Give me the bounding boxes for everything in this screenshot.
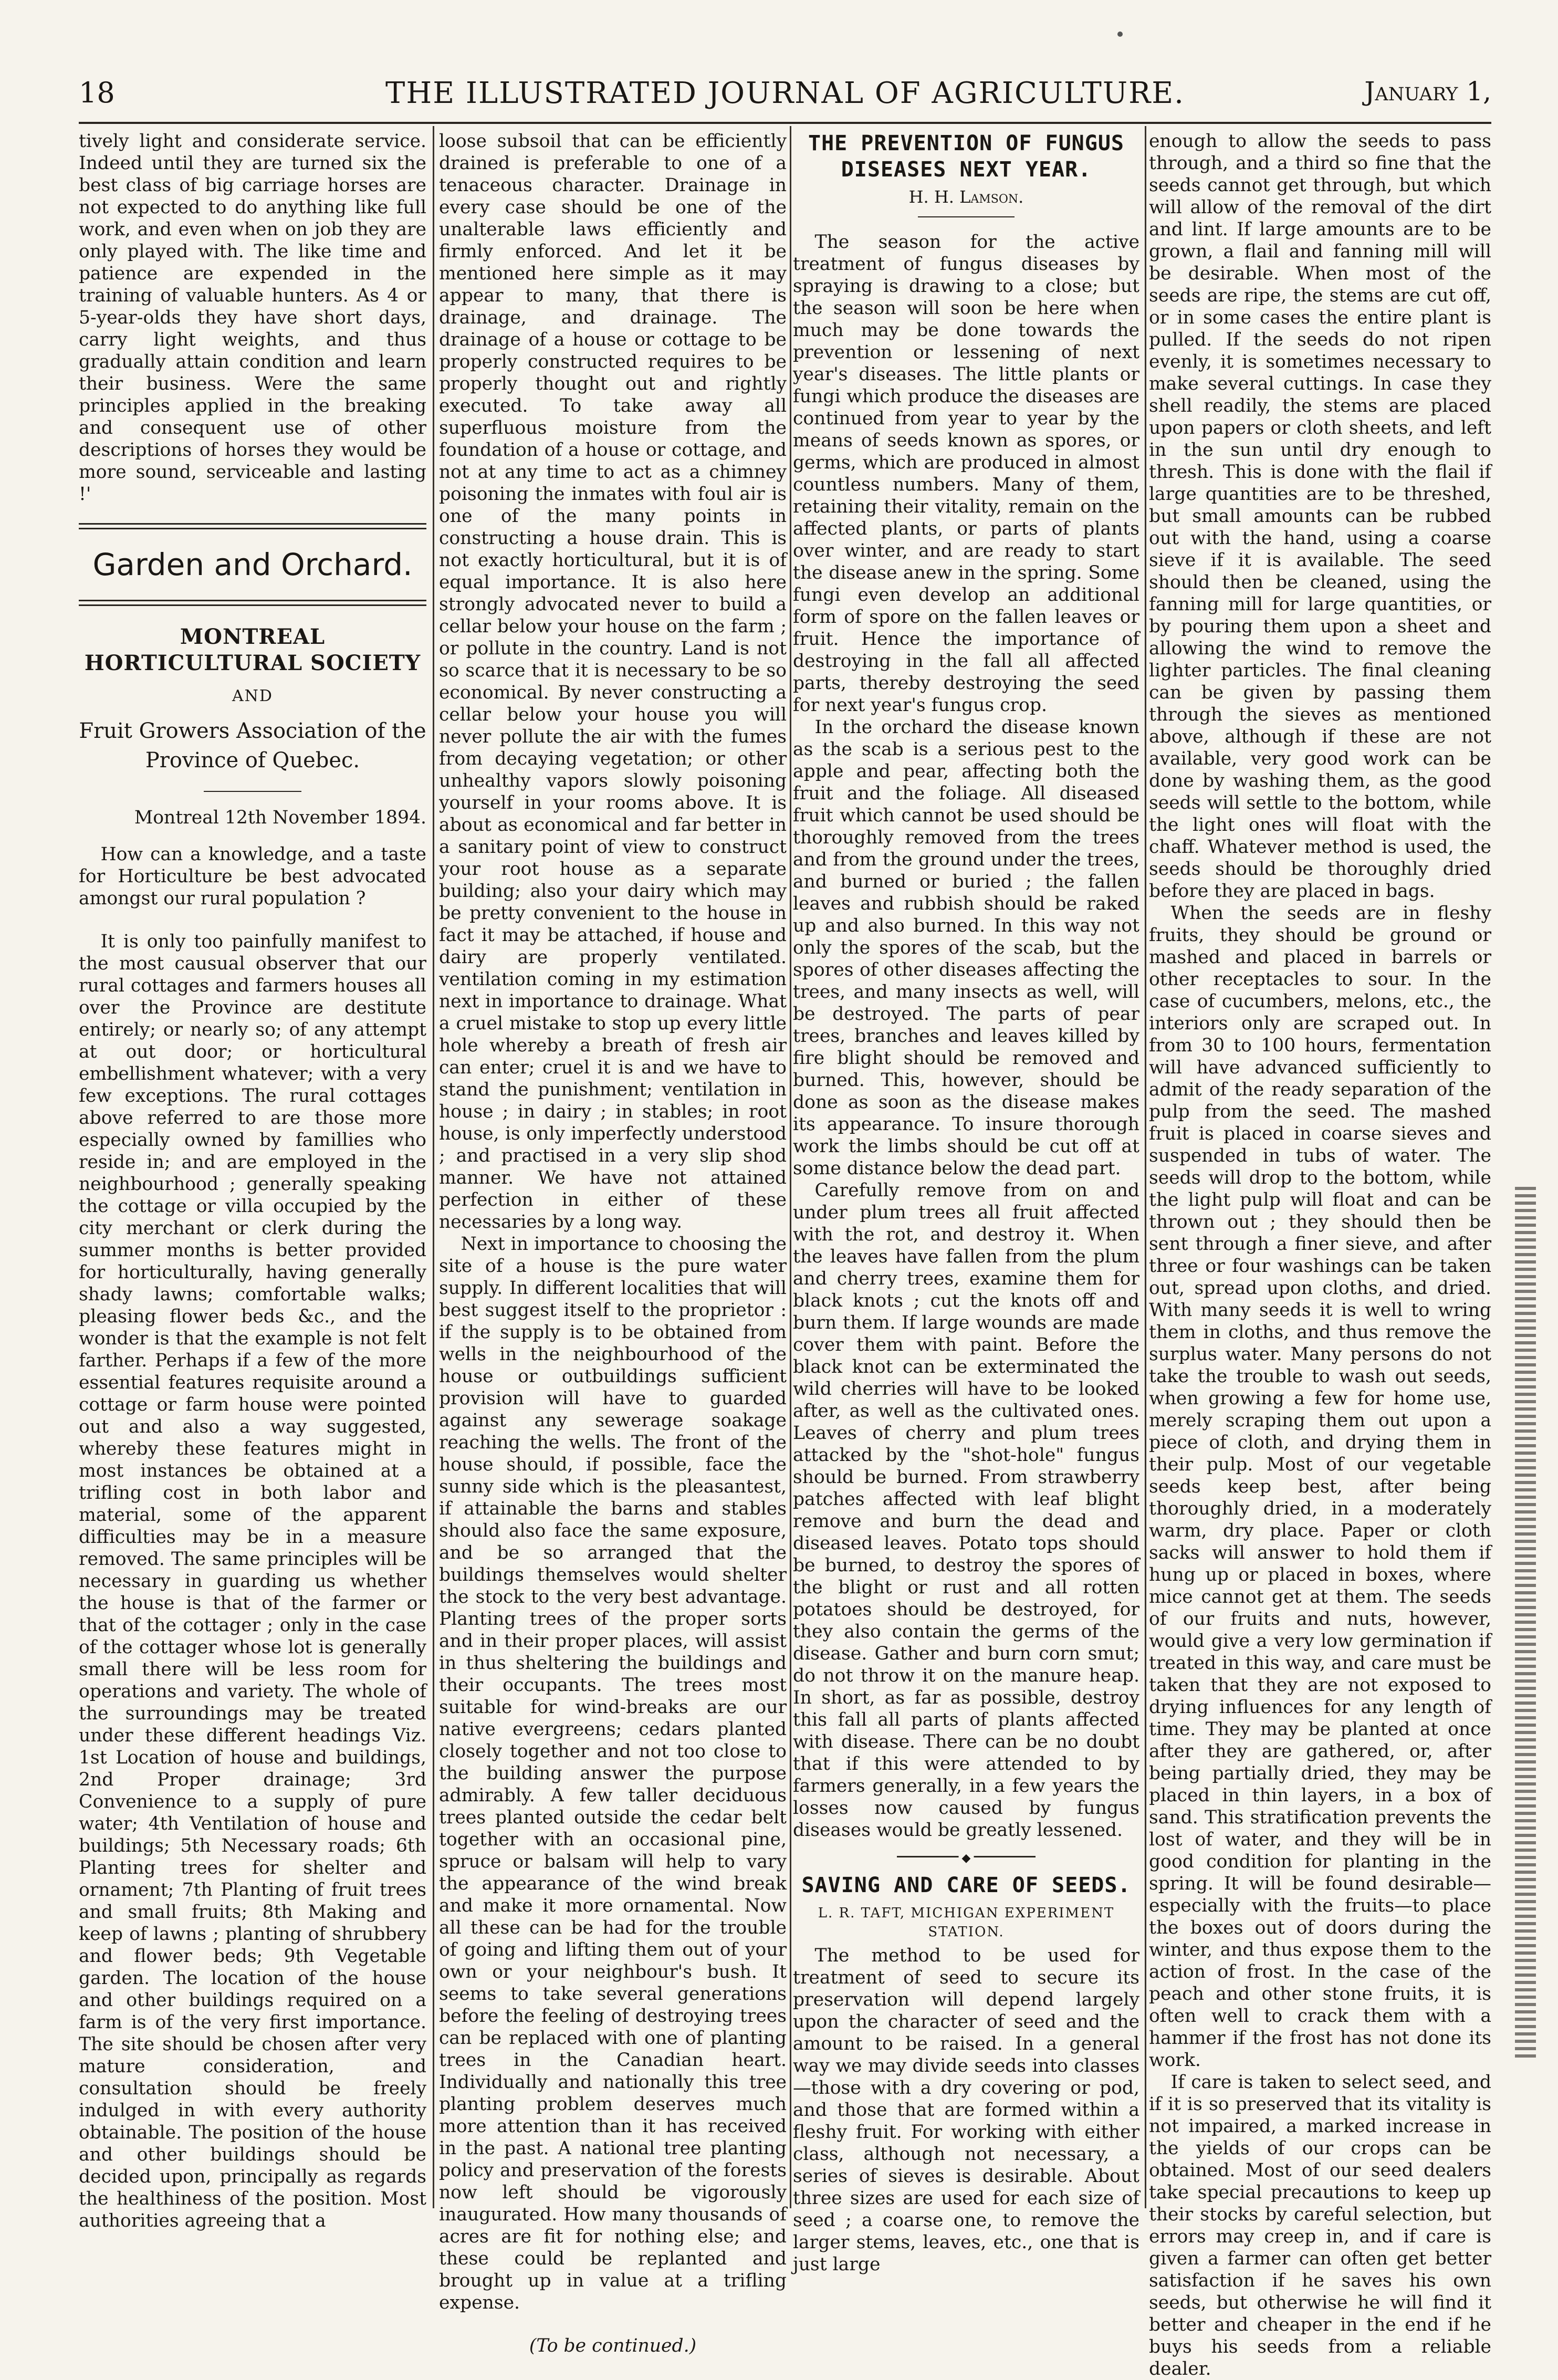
association-title: Fruit Growers Association of the Province of Quebec.: [79, 719, 426, 773]
page-number: 18: [79, 76, 115, 109]
column-2: [439, 130, 787, 2356]
section-rule: [79, 600, 426, 606]
ornament-rule: [897, 1856, 1036, 1857]
article-byline: H. H. Lamson.: [908, 187, 1024, 207]
to-be-continued: (To be continued.): [529, 2335, 697, 2356]
margin-scan-artifact: [1515, 1187, 1536, 2059]
article-paragraph: If care is taken to select seed, and if it is so preserved that its vitality is not impaired, a marked increase in the yields of our crops can be obtained. Most of our seed dealers take special precautions to keep up their stocks by careful selection, but errors may creep in, and if care is given a farmer can often get better satisfaction if he saves his own seeds, but otherwise he will find it better and cheaper in the end if he buys his seeds from a reliable dealer.: [1149, 2072, 1491, 2379]
column-rule: [1145, 126, 1146, 2208]
ink-speck: [1117, 32, 1123, 37]
article-paragraph: Carefully remove from on and under plum trees all fruit affected with the rot, and destroy it. When the leaves have fallen from the plum and cherry trees, examine them for black knots ; cut the knots off and burn them. If large wounds are made cover them with paint. Before the black knot can be exterminated the wild cherries will have to be looked after, as well as the cultivated ones. Leaves of cherry and plum trees attacked by the "shot-hole" fungus should be burned. From strawberry patches affected with leaf blight remove and burn the dead and diseased leaves. Potato tops should be burned, to destroy the spores of the blight or rust and all rotten potatoes should be destroyed, for they also contain the germs of the disease. Gather and burn corn smut; do not throw it on the manure heap. In short, as far as possible, destroy this fall all parts of plants affected with disease. There can be no doubt that if this were attended to by farmers generally, in a few years the losses now caused by fungus diseases would be greatly lessened.: [793, 1180, 1139, 1841]
column-4: [1149, 130, 1491, 2379]
article-paragraph: Next in importance to choosing the site of a house is the pure water supply. In different localities that will best suggest itself to the proprietor : if the supply is to be obtained from wells in the neighbourhood of the house or outbuildings sufficient provision will have to guarded against any sewerage soakage reaching the wells. The front of the house should, if possible, face the sunny side which is the pleasantest, if attainable the barns and stables should also face the same exposure, and be so arranged that the buildings themselves would shelter the stock to the very best advantage. Planting trees of the proper sorts and in their proper places, will assist in thus sheltering the buildings and their occupants. The trees most suitable for wind-breaks are our native evergreens; cedars planted closely together and not too close to the building answer the purpose admirably. A few taller deciduous trees planted outside the cedar belt together with an occasional pine, spruce or balsam will help to vary the appearance of the wind break and make it more ornamental. Now all these can be had for the trouble of going and lifting them out of your own or your neighbour's bush. It seems to take several generations before the feeling of destroying trees can be replaced with one of planting trees in the Canadian heart. Individually and nationally this tree planting problem deserves much more attention than it has received in the past. A national tree planting policy and preservation of the forests now left should be vigorously inaugurated. How many thousands of acres are fit for nothing else; and these could be replanted and brought up in value at a trifling expense.: [439, 1234, 787, 2313]
society-title: MONTREAL HORTICULTURAL SOCIETY: [84, 624, 421, 675]
article-paragraph: The method to be used for treatment of seed to secure its preservation will depend largely upon the character of seed and the amount to be raised. In a general way we may divide seeds into classes—those with a dry covering or pod, and those that are formed within a fleshy fruit. For working with either class, although not necessary, a series of sieves is desirable. About three sizes are used for each size of seed ; a coarse one, to remove the larger stems, leaves, etc., one that is just large: [793, 1945, 1139, 2275]
question-paragraph: How can a knowledge, and a taste for Horticulture be best advocated amongst our rural population ?: [79, 844, 426, 909]
article-paragraph: tively light and considerate service. Indeed until they are turned six the best class of big carriage horses are not expected to do anything like full work, and even when on job they are only played with. The like time and patience are expended in the training of valuable hunters. As 4 or 5-year-olds they have short days, carry light weights, and thus gradually attain condition and learn their business. Were the same principles applied in the breaking and consequent use of other descriptions of horses they would be more sound, serviceable and lasting !': [79, 131, 426, 505]
column-rule: [433, 126, 434, 2208]
article-paragraph: loose subsoil that can be efficiently drained is preferable to one of a tenaceous character. Drainage in every case should be one of the unalterable laws efficiently and firmly enforced. And let it be mentioned here simple as it may appear to many, that there is drainage, and drainage. The drainage of a house or cottage to be properly constructed requires to be properly thought out and rightly executed. To take away all superfluous moisture from the foundation of a house or cottage, and not at any time to act as a chimney poisoning the inmates with foul air is one of the many points in constructing a house drain. This is not exactly horticultural, but it is of equal importance. It is also here strongly advocated never to build a cellar below your house on the farm ; or pollute in the country. Land is not so scarce that it is necessary to be so economical. By never constructing a cellar below your house you will never pollute the air with the fumes from decaying vegetation; or other unhealthy vapors slowly poisoning yourself in your rooms above. It is about as economical and far better in a sanitary point of view to construct your root house as a separate building; also your dairy which may be pretty convenient to the house in fact it may be attached, if house and dairy are properly ventilated. ventilation coming in my estimation next in importance to drainage. What a cruel mistake to stop up every little hole whereby a breath of fresh air can enter; cruel it is and we have to stand the punishment; ventilation in house ; in dairy ; in stables; in root house, is only imperfectly understood ; and practised in a very slip shod manner. We have not attained perfection in either of these necessaries by a long way.: [439, 131, 787, 1233]
running-header: [79, 76, 1491, 118]
short-rule: [918, 216, 1015, 217]
section-heading: Garden and Orchard.: [92, 547, 413, 582]
article-paragraph: enough to allow the seeds to pass through, and a third so fine that the seeds cannot get through, but which will allow of the removal of the dirt and lint. If large amounts are to be grown, a flail and fanning mill will be desirable. When most of the seeds are ripe, the stems are cut off, or in some cases the entire plant is pulled. If the seeds do not ripen evenly, it is sometimes necessary to make several cuttings. In case they shell readily, the stems are placed upon papers or cloth sheets, and left in the sun until dry enough to thresh. This is done with the flail if large quantities are to be threshed, but small amounts can be rubbed out with the hand, using a coarse sieve if it is available. The seed should then be cleaned, using the fanning mill for large quantities, or by pouring them upon a sheet and allowing the wind to remove the lighter particles. The final cleaning can be given by passing them through the sieves as mentioned above, although if these are not available, very good work can be done by washing them, as the good seeds will settle to the bottom, while the light ones will float with the chaff. Whatever method is used, the seeds should be thoroughly dried before they are placed in bags.: [1149, 131, 1491, 902]
column-1: [79, 130, 426, 2231]
short-rule: [204, 791, 301, 792]
column-3: [793, 130, 1139, 2275]
issue-date: January 1,: [1364, 76, 1491, 107]
journal-title: THE ILLUSTRATED JOURNAL OF AGRICULTURE.: [385, 76, 1185, 110]
article-paragraph: When the seeds are in fleshy fruits, they should be ground or mashed and placed in barrels or other receptacles to sour. In the case of cucumbers, melons, etc., the interiors only are scraped out. In from 30 to 100 hours, fermentation will have advanced sufficiently to admit of the ready separation of the pulp from the seed. The mashed fruit is placed in coarse sieves and suspended in tubs of water. The seeds will drop to the bottom, while the light pulp will float and can be thrown out ; they should then be sent through a finer sieve, and after three or four washings can be taken out, spread upon cloths, and dried. With many seeds it is well to wring them in cloths, and thus remove the surplus water. Many persons do not take the trouble to wash out seeds, when growing a few for home use, merely scraping them out upon a piece of cloth, and drying them in their pulp. Most of our vegetable seeds keep best, after being thoroughly dried, in a moderately warm, dry place. Paper or cloth sacks will answer to hold them if hung up or placed in boxes, where mice cannot get at them. The seeds of our fruits and nuts, however, would give a very low germination if treated in this way, and care must be taken that they are not exposed to drying influences for any length of time. They may be planted at once after they are gathered, or, after being partially dried, they may be placed in thin layers, in a box of sand. This stratification prevents the lost of water, and they will be in good condition for planting in the spring. It will be found desirable—especially with the fruits—to place the boxes out of doors during the winter, and thus expose them to the action of frost. In the case of the peach and other stone fruits, it is often well to crack them with a hammer if the frost has not done its work.: [1149, 903, 1491, 2071]
header-rule: [79, 122, 1491, 124]
section-rule: [79, 523, 426, 529]
article-paragraph: The season for the active treatment of fungus diseases by spraying is drawing to a close; but the season will soon be here when much may be done towards the prevention or lessening of next year's diseases. The little plants or fungi which produce the diseases are continued from year to year by the means of seeds known as spores, or germs, which are produced in almost countless numbers. Many of them, retaining their vitality, remain on the affected plants, or parts of plants over winter, and are ready to start the disease anew in the spring. Some fungi even develop an additional form of spore on the fallen leaves or fruit. Hence the importance of destroying in the fall all affected parts, thereby destroying the seed for next year's fungus crop.: [793, 232, 1139, 716]
dateline: Montreal 12th November 1894.: [134, 807, 426, 828]
and-label: AND: [232, 687, 273, 705]
column-rule: [790, 126, 791, 2208]
article-paragraph: It is only too painfully manifest to the most causual observer that our rural cottages and farmers houses all over the Province are destitute entirely; or nearly so; of any attempt at out door; or horticultural embellishment whatever; with a very few exceptions. The rural cottages above referred to are those more especially owned by famillies who reside in; and are employed in the neighbourhood ; generally speaking the cottage or villa occupied by the city merchant or clerk during the summer months is better provided for horticulturally, having generally shady lawns; comfortable walks; pleasing flower beds &c., and the wonder is that the example is not felt farther. Perhaps if a few of the more essential features requisite around a cottage or farm house were pointed out and also a way suggested, whereby these features might in most instances be obtained at a trifling cost in both labor and material, some of the apparent difficulties may be in a measure removed. The same principles will be necessary in guarding us whether the house is that of the farmer or that of the cottager ; only in the case of the cottager whose lot is generally small there will be less room for operations and variety. The whole of the surroundings may be treated under these different headings Viz. 1st Location of house and buildings, 2nd Proper drainage; 3rd Convenience to a supply of pure water; 4th Ventilation of house and buildings; 5th Necessary roads; 6th Planting trees for shelter and ornament; 7th Planting of fruit trees and small fruits; 8th Making and keep of lawns ; planting of shrubbery and flower beds; 9th Vegetable garden. The location of the house and other buildings required on a farm is of the very first importance. The site should be chosen after very mature consideration, and consultation should be freely indulged in with every authority obtainable. The position of the house and other buildings should be decided upon, principally as regards the healthiness of the position. Most authorities agreeing that a: [79, 931, 426, 2231]
article-byline: L. R. TAFT, MICHIGAN EXPERIMENT STATION.: [818, 1905, 1115, 1940]
article-paragraph: In the orchard the disease known as the scab is a serious pest to the apple and pear, affecting both the fruit and the foliage. All diseased fruit which cannot be used should be thoroughly removed from the trees and from the ground under the trees, and burned or buried ; the fallen leaves and rubbish should be raked up and also burned. In this way not only the spores of the scab, but the spores of other diseases affecting the trees, and many insects as well, will be destroyed. The parts of pear trees, branches and leaves killed by fire blight should be removed and burned. This, however, should be done as soon as the disease makes its appearance. To insure thorough work the limbs should be cut off at some distance below the dead part.: [793, 717, 1139, 1179]
article-title: THE PREVENTION OF FUNGUS DISEASES NEXT YEAR.: [808, 131, 1124, 182]
article-title: SAVING AND CARE OF SEEDS.: [801, 1873, 1131, 1897]
